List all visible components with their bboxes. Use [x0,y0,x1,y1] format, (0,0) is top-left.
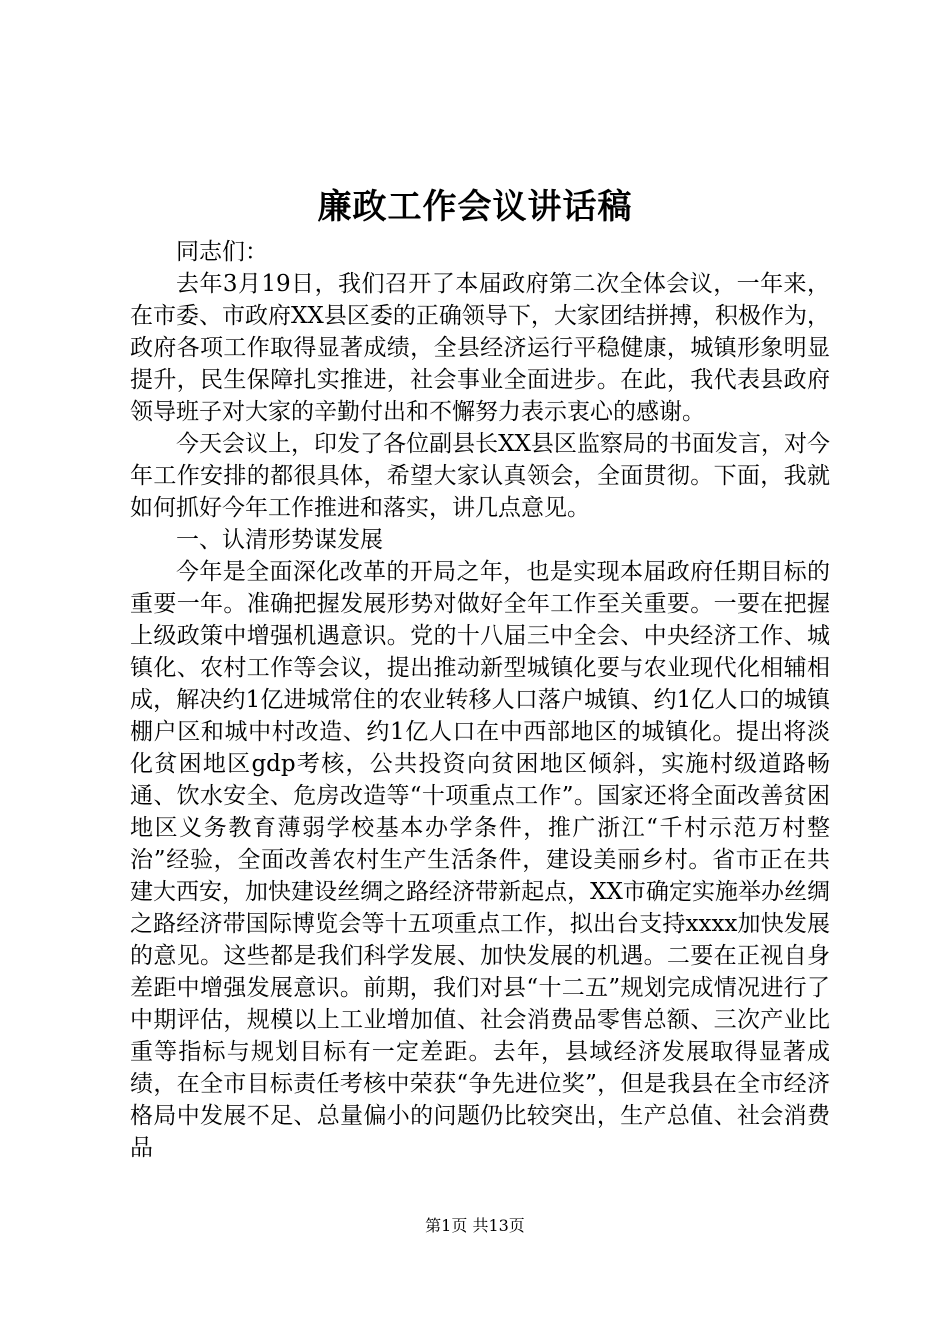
page-footer: 第1页 共13页 [425,1216,525,1235]
document-title: 廉政工作会议讲话稿 [317,187,633,227]
paragraph: 今年是全面深化改革的开局之年，也是实现本届政府任期目标的重要一年。准确把握发展形势对做好全年工作至关重要。一要在把握上级政策中增强机遇意识。党的十八届三中全会、中央经济工作、城镇化、农村工作等会议，提出推动新型城镇化要与农业现代化相辅相成，解决约1亿进城常住的农业转移人口落户城镇、约1亿人口的城镇棚户区和城中村改造、约1亿人口在中西部地区的城镇化。提出将淡化贫困地区gdp考核，公共投资向贫困地区倾斜，实施村级道路畅通、饮水安全、危房改造等“十项重点工作”。国家还将全面改善贫困地区义务教育薄弱学校基本办学条件，推广浙江“千村示范万村整治”经验，全面改善农村生产生活条件，建设美丽乡村。省市正在共建大西安，加快建设丝绸之路经济带新起点，XX市确定实施举办丝绸之路经济带国际博览会等十五项重点工作，拟出台支持xxxx加快发展的意见。这些都是我们科学发展、加快发展的机遇。二要在正视自身差距中增强发展意识。前期，我们对县“十二五”规划完成情况进行了中期评估，规模以上工业增加值、社会消费品零售总额、三次产业比重等指标与规划目标有一定差距。去年，县域经济发展取得显著成绩，在全市目标责任考核中荣获“争先进位奖”，但是我县在全市经济格局中发展不足、总量偏小的问题仍比较突出，生产总值、社会消费品 [130,559,830,1161]
section-heading: 一、认清形势谋发展 [176,527,383,553]
salutation: 同志们： [176,239,268,265]
document-body [130,236,830,1164]
paragraph: 去年3月19日，我们召开了本届政府第二次全体会议，一年来，在市委、市政府XX县区委的正确领导下，大家团结拼搏，积极作为，政府各项工作取得显著成绩，全县经济运行平稳健康，城镇形象明显提升，民生保障扎实推进，社会事业全面进步。在此，我代表县政府领导班子对大家的辛勤付出和不懈努力表示衷心的感谢。 [130,271,830,425]
paragraph: 今天会议上，印发了各位副县长XX县区监察局的书面发言，对今年工作安排的都很具体，希望大家认真领会，全面贯彻。下面，我就如何抓好今年工作推进和落实，讲几点意见。 [130,431,830,521]
